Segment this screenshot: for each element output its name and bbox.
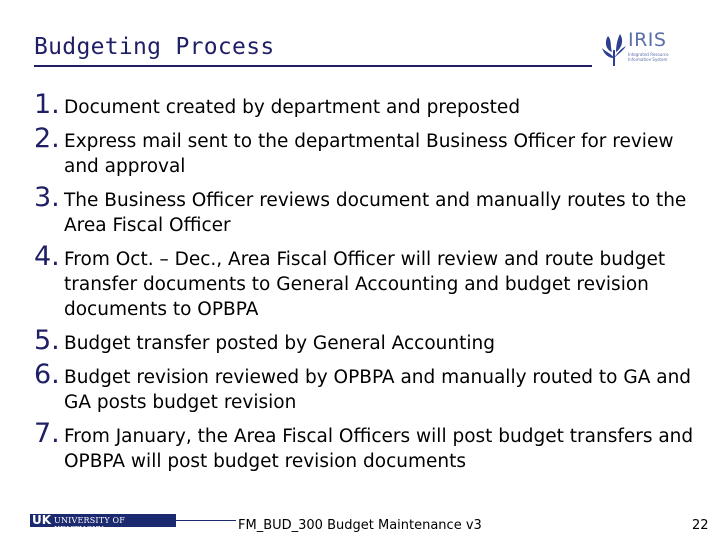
uk-mark: UK [32, 513, 52, 527]
step-number: 5. [34, 325, 60, 356]
step-number: 2. [34, 123, 60, 154]
step-number: 3. [34, 182, 60, 213]
list-item [34, 124, 694, 179]
logo-tagline: Integrated Resource Information System [628, 52, 669, 62]
footer-course-title: FM_BUD_300 Budget Maintenance v3 [238, 518, 482, 533]
step-text: From January, the Area Fiscal Officers will post budget transfers and OPBPA will post budget revision documents [64, 426, 694, 472]
step-text: Budget revision reviewed by OPBPA and manually routed to GA and GA posts budget revision [64, 367, 692, 413]
title-underline [34, 65, 592, 67]
list-item [34, 419, 694, 474]
step-number: 7. [34, 418, 60, 449]
list-item [34, 90, 694, 120]
logo-text: IRIS [628, 29, 667, 51]
university-name: UNIVERSITY OF KENTUCKY [54, 516, 126, 534]
page-number: 22 [692, 518, 709, 533]
step-text: The Business Officer reviews document and manually routes to the Area Fiscal Officer [64, 190, 687, 236]
step-text: Budget transfer posted by General Accounting [64, 333, 495, 354]
process-steps [34, 90, 694, 474]
step-text: Document created by department and preposted [64, 97, 521, 118]
slide-title: Budgeting Process [34, 34, 275, 60]
list-item [34, 242, 694, 322]
list-item [34, 183, 694, 238]
step-number: 1. [34, 89, 60, 120]
step-text: Express mail sent to the departmental Business Officer for review and approval [64, 131, 674, 177]
university-logo [30, 513, 176, 534]
footer-divider [176, 520, 236, 521]
step-text: From Oct. – Dec., Area Fiscal Officer will review and route budget transfer documents to General Accounting and budget revision documents to OPBPA [64, 249, 666, 320]
step-number: 4. [34, 241, 60, 272]
step-number: 6. [34, 359, 60, 390]
list-item [34, 326, 694, 356]
list-item [34, 360, 694, 415]
